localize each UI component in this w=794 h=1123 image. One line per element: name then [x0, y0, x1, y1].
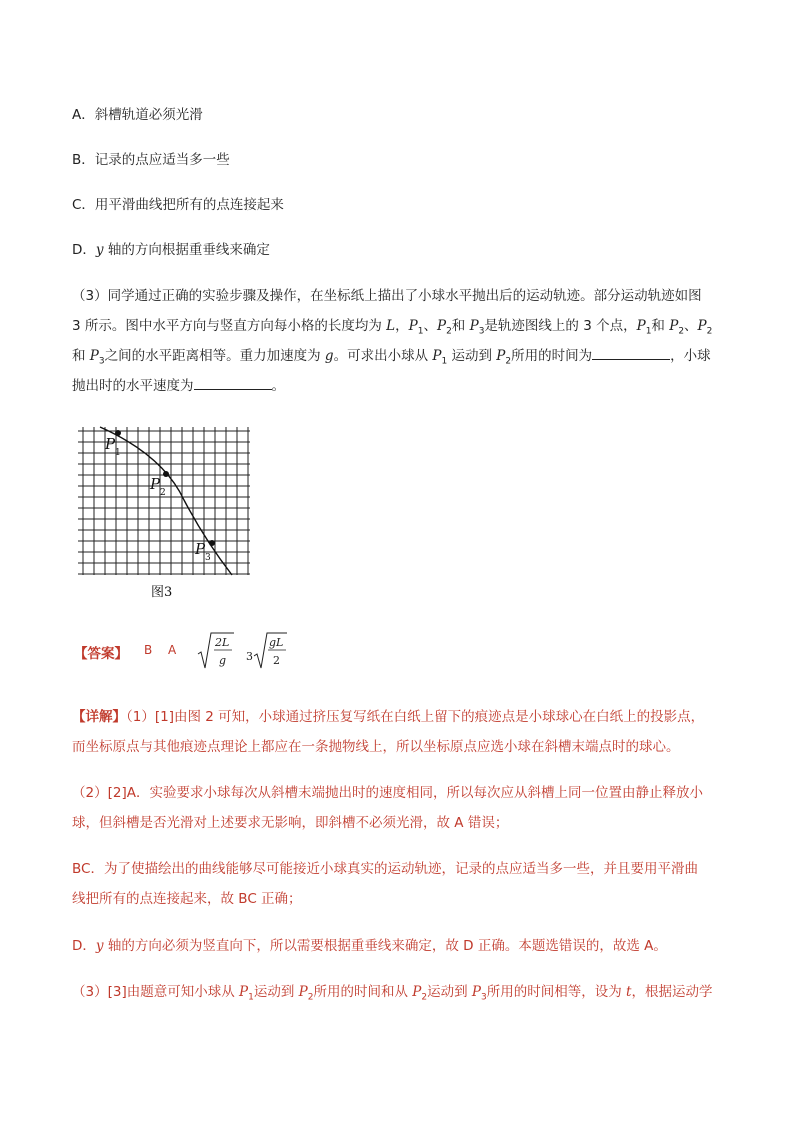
answer-formula-1: [196, 630, 236, 672]
detail-line-2: 而坐标原点与其他痕迹点理论上都应在一条抛物线上，所以坐标原点应选小球在斜槽末端点时的球心。: [72, 739, 680, 755]
answer-1: B: [144, 643, 153, 657]
svg-text:3: 3: [205, 553, 211, 563]
svg-text:2L: 2L: [215, 636, 230, 649]
detail-line-7: D．y 轴的方向必须为竖直向下，所以需要根据重垂线来确定，故 D 正确。本题选错误的，故选 A。: [72, 938, 667, 954]
q3-line-3: 和 $P_3$之间的水平距离相等。重力加速度为 g。可求出小球从 $P_1$ 运动到 $P_2$所用的时间为 ，小球: [72, 348, 711, 367]
q3-line-4: 抛出时的水平速度为 。: [72, 378, 285, 394]
answer-formula-2: [246, 630, 288, 672]
option-a: A．斜槽轨道必须光滑: [72, 107, 203, 123]
svg-text:P: P: [105, 435, 116, 453]
detail-line-6: 线把所有的点连接起来，故 BC 正确；: [72, 891, 302, 907]
option-b: B．记录的点应适当多一些: [72, 152, 230, 168]
svg-text:P: P: [150, 475, 161, 493]
svg-text:2: 2: [160, 488, 166, 498]
svg-text:3: 3: [246, 650, 253, 663]
point-label-p1: [104, 435, 121, 458]
point-p1: [115, 430, 121, 436]
trajectory-figure: [75, 425, 260, 605]
detail-line-3: （2）[2]A．实验要求小球每次从斜槽末端抛出时的速度相同，所以每次应从斜槽上同一位置由静止释放小: [72, 785, 703, 801]
grid: [78, 427, 250, 575]
detail-line-8: （3）[3]由题意可知小球从 $P_1$运动到 $P_2$所用的时间和从 $P_2$运动到 $P_3$所用的时间相等，设为 t，根据运动学: [72, 984, 713, 1003]
q3-line-2: 3 所示。图中水平方向与竖直方向每小格的长度均为 L，$P_1$、$P_2$和 $P_3$是轨迹图线上的 3 个点，$P_1$和 $P_2$、$P_2$: [72, 318, 713, 337]
point-p3: [209, 540, 215, 546]
svg-text:gL: gL: [269, 636, 284, 649]
option-c: C．用平滑曲线把所有的点连接起来: [72, 197, 284, 213]
svg-text:P: P: [195, 540, 206, 558]
option-d: D．y 轴的方向根据重垂线来确定: [72, 242, 270, 258]
svg-text:1: 1: [115, 448, 121, 458]
point-p2: [163, 471, 169, 477]
svg-text:g: g: [219, 654, 227, 667]
figure-caption: 图3: [151, 585, 173, 600]
detail-line-1: 【详解】（1）[1]由图 2 可知，小球通过挤压复写纸在白纸上留下的痕迹点是小球球心在白纸上的投影点，: [72, 709, 705, 725]
answer-blank-1: [592, 358, 670, 360]
detail-line-4: 球，但斜槽是否光滑对上述要求无影响，即斜槽不必须光滑，故 A 错误；: [72, 815, 509, 831]
q3-line-1: （3）同学通过正确的实验步骤及操作，在坐标纸上描出了小球水平抛出后的运动轨迹。部分运动轨迹如图: [72, 288, 702, 304]
detail-line-5: BC．为了使描绘出的曲线能够尽可能接近小球真实的运动轨迹，记录的点应适当多一些，并且要用平滑曲: [72, 861, 698, 877]
answer-2: A: [168, 643, 177, 657]
svg-text:2: 2: [273, 654, 280, 667]
answer-blank-2: [194, 388, 272, 390]
answer-tag: 【答案】: [74, 646, 128, 662]
